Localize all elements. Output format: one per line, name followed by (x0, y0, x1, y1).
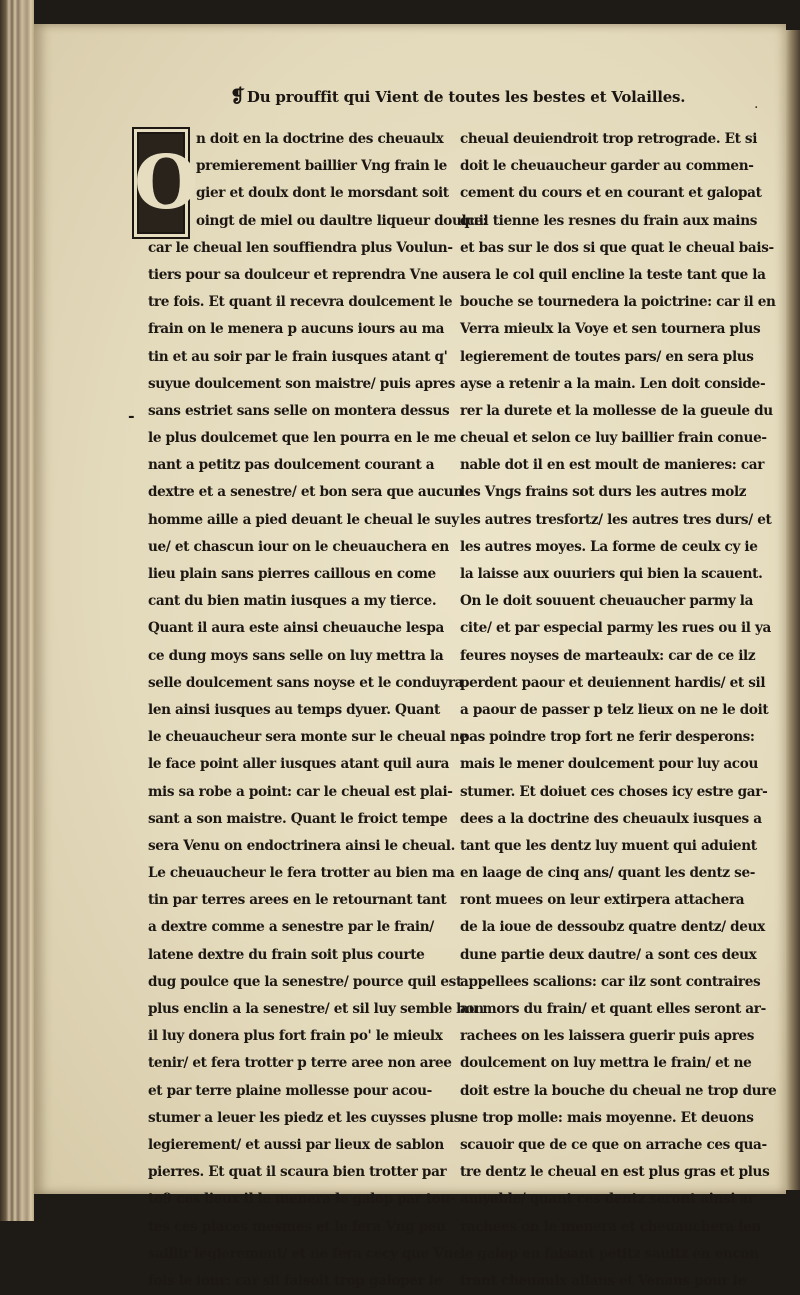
text-line: cheual et selon ce luy baillier frain conue- (460, 430, 767, 447)
text-line: mis sa robe a point: car le cheual est plai- (148, 783, 453, 800)
text-line: en laage de cinq ans/ quant les dentz se- (460, 865, 756, 882)
text-line: Le cheuaucheur le fera trotter au bien ma (148, 865, 455, 882)
page-stack-left (0, 0, 34, 1221)
text-line: sera Venu on endoctrinera ainsi le cheual. (148, 837, 456, 854)
text-line: appellees scalions: car ilz sont contraires (460, 973, 761, 990)
header-title: Du prouffit qui Vient de toutes les bestes et Volailles. (246, 88, 686, 106)
text-line: nable dot il en est moult de manieres: car (460, 457, 765, 474)
dropcap-initial: O (132, 127, 190, 239)
text-line: ront muees on leur extirpera attachera (460, 892, 745, 909)
left-text-column (148, 126, 488, 1295)
text-line: bouche se tournedera la poictrine: car il en (460, 294, 776, 311)
text-line: doit estre la bouche du cheual ne trop dure (460, 1082, 777, 1099)
text-line: mais le mener doulcement pour luy acou (460, 756, 758, 773)
pilcrow-icon: ❡ (230, 86, 245, 107)
text-line: doulcement on luy mettra le frain/ et ne (460, 1055, 752, 1072)
text-line: oingt de miel ou daultre liqueur doulce: (196, 212, 488, 229)
book-spine-shadow (786, 30, 800, 1190)
text-line: fois le iour: car sil faisoit trop galoper le (148, 1272, 442, 1289)
text-line: amyable/ quant ces dentz seront ainsi ar (460, 1191, 755, 1208)
text-line: ne trop molle: mais moyenne. Et deuons (460, 1109, 754, 1126)
text-line: ue/ et chascun iour on le cheuauchera en (148, 538, 449, 555)
text-line: et par terre plaine mollesse pour acou- (148, 1082, 432, 1099)
text-line: tin par terres arees en le retournant tant (148, 892, 447, 909)
text-line: les autres tresfortz/ les autres tres durs/ et (460, 511, 772, 528)
text-line: la laisse aux ouuriers qui bien la scauent. (460, 566, 763, 582)
text-line: et bas sur le dos si que quat le cheual bais- (460, 239, 774, 256)
text-line: cite/ et par especial parmy les rues ou il ya (460, 620, 772, 637)
text-line: car le cheual len souffiendra plus Voulun- (148, 239, 453, 256)
text-line: stumer a leuer les piedz et les cuysses plus (148, 1109, 462, 1126)
text-line: to9 ces lieux il le menera le galop par tou- (148, 1191, 456, 1208)
text-line: le plus doulcemet que len pourra en le me (148, 430, 457, 447)
text-line: tiers pour sa doulceur et reprendra Vne au (148, 266, 461, 283)
text-line: les autres moyes. La forme de ceulx cy ie (460, 538, 758, 555)
text-line: latene dextre du frain soit plus courte (148, 946, 425, 963)
text-line: dextre et a senestre/ et bon sera que aucun (148, 484, 463, 501)
text-line: pas poindre trop fort ne ferir desperons: (460, 729, 755, 746)
text-line: plus enclin a la senestre/ et sil luy semble bon (148, 1001, 484, 1017)
text-line: il luy donera plus fort frain po' le mieulx (148, 1028, 443, 1045)
margin-mark: - (128, 406, 135, 425)
text-line: legierement de toutes pars/ en sera plus (460, 348, 754, 365)
text-line: tre fois. Et quant il recevra doulcement le (148, 294, 453, 311)
text-line: le face point aller iusques atant quil aura (148, 756, 450, 773)
text-line: pierres. Et quat il scaura bien trotter par (148, 1164, 447, 1181)
text-line: tre dentz le cheual en est plus gras et plus (460, 1164, 770, 1181)
text-line: scauoir que de ce que on arrache ces qua- (460, 1136, 767, 1153)
text-line: rachees on le menera et cheuauchera len (460, 1218, 761, 1235)
text-line: homme aille a pied deuant le cheual le suy (148, 511, 459, 528)
text-line: a dextre comme a senestre par le frain/ (148, 919, 434, 936)
text-line: stumer. Et doiuet ces choses icy estre gar- (460, 783, 768, 800)
text-line: trant cheuaulx allans et Venans pour le (460, 1272, 746, 1289)
text-line: cheual deuiendroit trop retrograde. Et si (460, 131, 758, 147)
text-line: Verra mieulx la Voye et sen tournera plus (460, 321, 761, 338)
text-line: perdent paour et deuiennent hardis/ et sil (460, 674, 766, 691)
text-line: les Vngs frains sot durs les autres molz (460, 484, 747, 501)
text-line: cant du bien matin iusques a my tierce. (148, 593, 437, 610)
text-line: ayse a retenir a la main. Len doit conside- (460, 375, 766, 392)
text-line: feures noyses de marteaulx: car de ce ilz (460, 647, 756, 664)
text-line: saillir legierement/ et ne fera cecy que Vne (148, 1245, 462, 1262)
text-line: rachees on les laissera guerir puis apres (460, 1028, 755, 1045)
text-line: tin et au soir par le frain iusques atant q' (148, 348, 448, 365)
text-line: tenir/ et fera trotter p terre aree non aree (148, 1055, 452, 1072)
text-line: dug poulce que la senestre/ pource quil est (148, 973, 462, 990)
right-text-column (460, 126, 780, 1295)
text-line: tes ces places mesmes et le fera Vng peu (148, 1218, 446, 1235)
text-line: dune partie deux dautre/ a sont ces deux (460, 946, 757, 963)
text-line: legierement/ et aussi par lieux de sablon (148, 1136, 444, 1153)
text-line: de la ioue de dessoubz quatre dentz/ deux (460, 919, 765, 936)
text-line: lieu plain sans pierres caillous en come (148, 566, 436, 582)
text-line: len ainsi iusques au temps dyuer. Quant (148, 701, 440, 718)
running-header (230, 86, 686, 107)
text-line: suyue doulcement son maistre/ puis apres (148, 375, 456, 392)
corner-mark: . (754, 96, 759, 112)
text-line: Quant il aura este ainsi cheuauche lespa (148, 620, 444, 637)
text-line: rer la durete et la mollesse de la gueule du (460, 402, 773, 419)
text-line: gier et doulx dont le morsdant soit (196, 185, 449, 202)
text-line: quil tienne les resnes du frain aux mains (460, 212, 758, 229)
text-line: tant que les dentz luy muent qui aduient (460, 837, 757, 854)
text-line: cement du cours et en courant et galopat (460, 185, 762, 202)
text-line: On le doit souuent cheuaucher parmy la (460, 593, 754, 610)
text-line: nant a petitz pas doulcement courant a (148, 457, 435, 474)
text-line: le cheuaucheur sera monte sur le cheual ne (148, 729, 468, 746)
text-line: sera le col quil encline la teste tant que la (460, 266, 766, 283)
text-line: selle doulcement sans noyse et le conduyra (148, 674, 464, 691)
text-line: sans estriet sans selle on montera dessus (148, 402, 450, 419)
text-line: n doit en la doctrine des cheuaulx (196, 131, 444, 147)
text-line: doit le cheuaucheur garder au commen- (460, 158, 754, 175)
text-line: frain on le menera p aucuns iours au ma (148, 321, 445, 338)
text-line: premierement baillier Vng frain le (196, 158, 447, 175)
text-line: au mors du frain/ et quant elles seront ar- (460, 1001, 766, 1017)
text-line: a paour de passer p telz lieux on ne le doit (460, 701, 769, 718)
text-line: le galop en faisant petitz saultz en encon (460, 1245, 759, 1262)
text-line: ce dung moys sans selle on luy mettra la (148, 647, 444, 664)
text-line: dees a la doctrine des cheuaulx iusques a (460, 810, 762, 827)
text-line: sant a son maistre. Quant le froict tempe (148, 810, 448, 827)
